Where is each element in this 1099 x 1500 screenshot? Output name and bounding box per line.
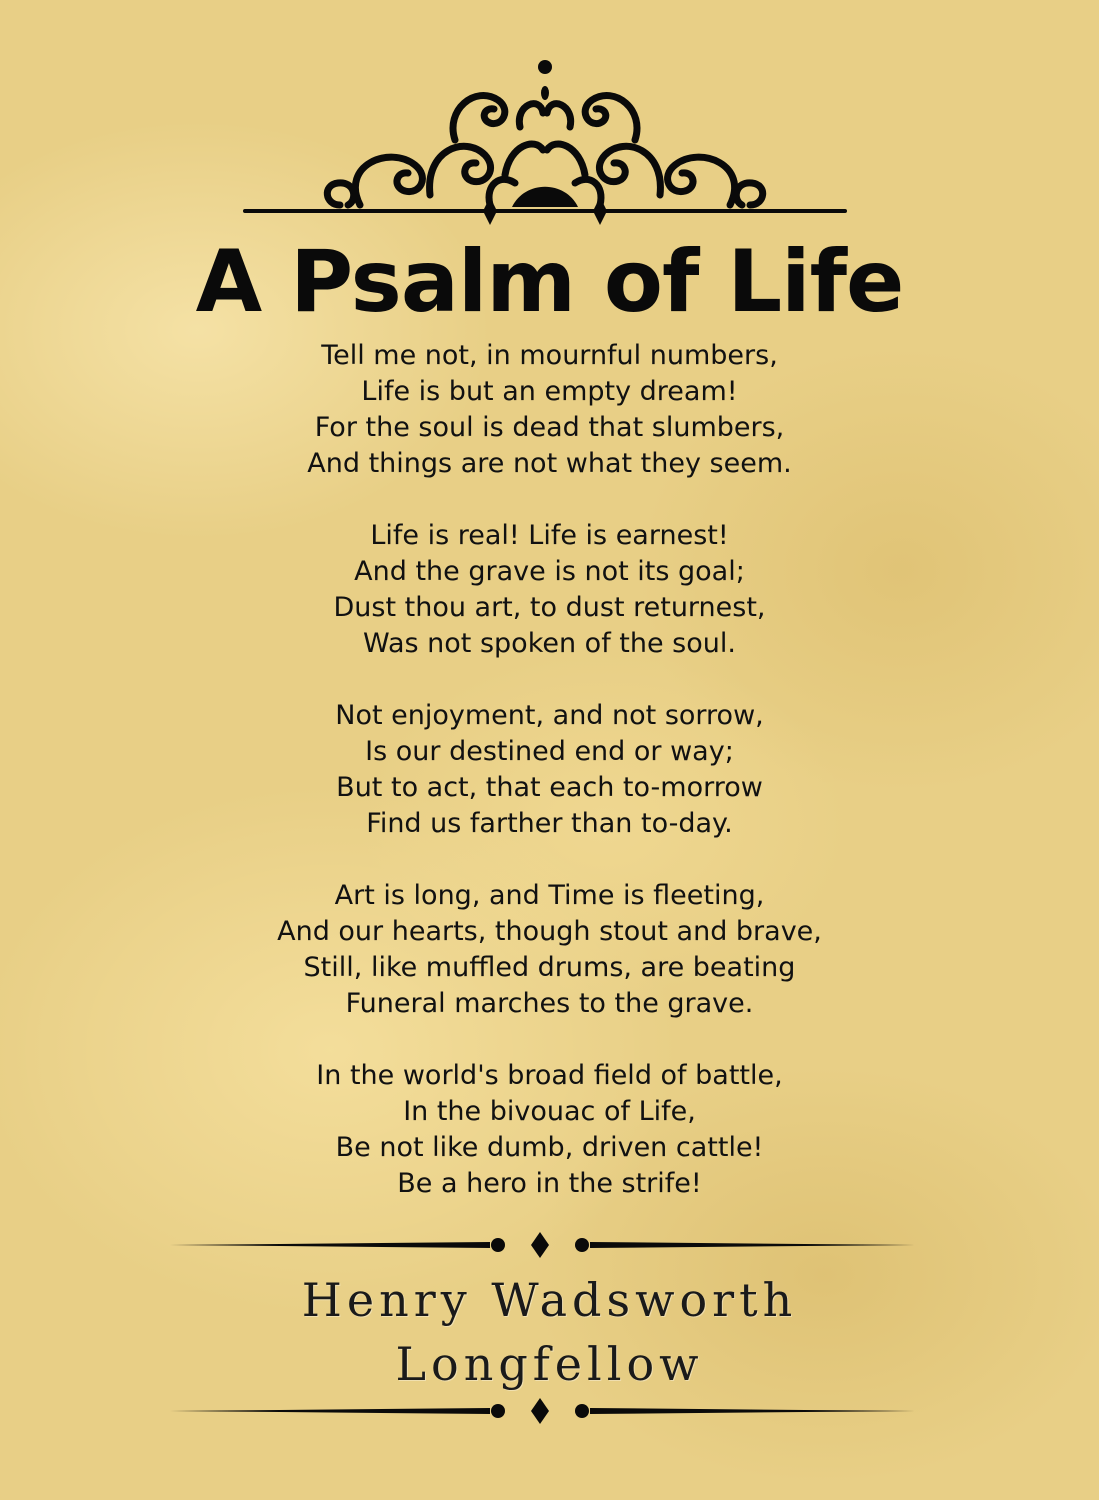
poem-title: A Psalm of Life [195,232,904,332]
poem-line: And the grave is not its goal; [354,556,745,587]
poem-line: Dust thou art, to dust returnest, [333,592,766,623]
poem-line: And our hearts, though stout and brave, [277,916,822,947]
poem-line: And things are not what they seem. [307,448,792,479]
author-name [0,1268,1099,1396]
poem-line: Art is long, and Time is fleeting, [334,880,765,911]
divider-ornament-icon [170,1396,920,1426]
stanza [0,1058,1099,1202]
author-last-line: Longfellow [395,1337,704,1391]
poem-line: But to act, that each to-morrow [336,772,763,803]
poem-line: Not enjoyment, and not sorrow, [335,700,764,731]
poem-line: Life is but an empty dream! [361,376,738,407]
stanza [0,698,1099,842]
divider-ornament-icon [170,1230,920,1260]
poem-line: Is our destined end or way; [365,736,734,767]
crown-ornament-icon [240,55,850,225]
stanza [0,878,1099,1022]
poem-line: Was not spoken of the soul. [363,628,736,659]
poem-line: In the world's broad field of battle, [316,1060,783,1091]
poem-line: Life is real! Life is earnest! [370,520,729,551]
poem-line: In the bivouac of Life, [403,1096,696,1127]
poem-line: Be not like dumb, driven cattle! [335,1132,764,1163]
poem-line: Find us farther than to-day. [366,808,733,839]
author-first-line: Henry Wadsworth [301,1273,798,1327]
poem-line: Still, like muffled drums, are beating [303,952,796,983]
poem-line: Funeral marches to the grave. [345,988,754,1019]
stanza [0,518,1099,662]
poem-line: Be a hero in the strife! [397,1168,702,1199]
poem-line: Tell me not, in mournful numbers, [321,340,778,371]
stanza [0,338,1099,482]
poem-line: For the soul is dead that slumbers, [314,412,785,443]
poem-body [0,338,1099,1238]
